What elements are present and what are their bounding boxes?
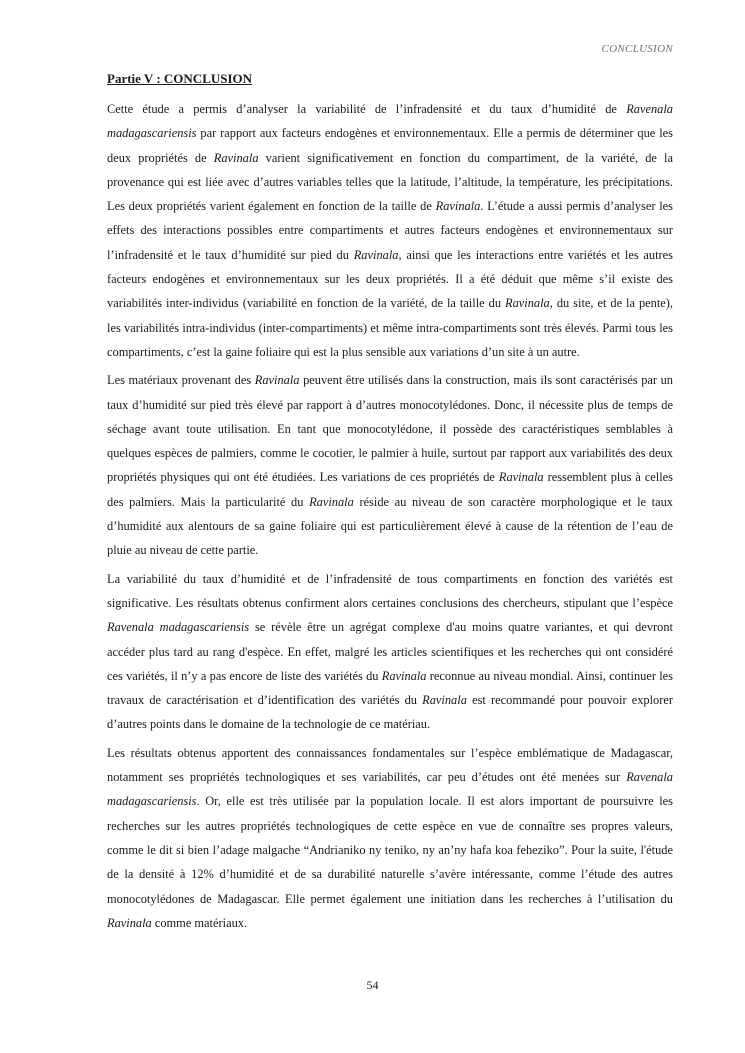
species-name: Ravinala: [254, 373, 300, 388]
text-run: . L’étude a aussi permis d’analyser les effets des interactions possibles entre compartiments et autres facteurs endogènes et environnementaux sur l’infradensité et le taux d’humidité sur pied du: [107, 199, 673, 262]
species-name: Ravinala: [422, 693, 467, 708]
text-run: Cette étude a permis d’analyser la variabilité de l’infradensité et du taux d’humidité de: [107, 102, 627, 116]
paragraph: [107, 567, 673, 737]
paragraph: [107, 741, 673, 935]
text-run: Les matériaux provenant des: [107, 373, 255, 388]
text-run: comme matériaux.: [151, 915, 248, 930]
species-name: Ravinala,: [353, 247, 402, 262]
text-run: ressemblent plus à celles des palmiers. Mais la particularité du: [107, 470, 674, 509]
page-number: 54: [366, 978, 379, 992]
species-name: Ravenala madagascariensis: [107, 620, 250, 635]
species-name: Ravinala: [107, 915, 152, 930]
text-run: reconnue au niveau mondial. Ainsi, continuer les travaux de caractérisation et d’identification des variétés du: [107, 668, 673, 708]
text-run: ainsi que les interactions entre variétés et les autres facteurs endogènes et environnementaux sur les deux propriétés. Il a été déduit que même s’il existe des variabilités inter-individus (variabilité en fonction de la variété, de la taille du: [107, 247, 674, 311]
page-body: [107, 70, 673, 939]
text-run: réside au niveau de son caractère morphologique et le taux d’humidité aux alentours de sa gaine foliaire qui est particulièrement élevé à cause de la rétention de l’eau de pluie au niveau de cette partie.: [107, 494, 673, 558]
text-run: La variabilité du taux d’humidité et de l’infradensité de tous compartiments en fonction des variétés est significative. Les résultats obtenus confirment alors certaines conclusions des chercheurs, stipulant que l’espèce: [107, 571, 673, 610]
text-run: Les résultats obtenus apportent des connaissances fondamentales sur l’espèce emblématique de Madagascar, notamment ses propriétés technologiques et ses variabilités, car peu d’études ont été menées sur: [107, 745, 673, 785]
text-run: , du site, et de la pente), les variabilités intra-individus (inter-compartiments) et même intra-compartiments sont très élevés. Parmi tous les compartiments, c’est la gaine foliaire qui est la plus sensible aux variations d’un site à un autre.: [107, 296, 674, 359]
species-name: Ravinala: [435, 199, 481, 214]
species-name: Ravenala madagascariensis: [107, 102, 673, 141]
text-run: . Or, elle est très utilisée par la population locale. Il est alors important de poursuivre les recherches sur les autres propriétés technologiques de cette espèce en vue de connaître ses propres valeurs, comme le dit si bien l’adage malgache “Andrianiko ny teniko, ny an’ny hafa koa feheziko”. Pour la suite, l'étude de la densité à 12% d’humidité et de sa durabilité naturelle s’avère intéressante, comme l’étude des autres monocotylédones de Madagascar. Elle permet également une initiation dans les recherches à l’utilisation du: [107, 794, 673, 906]
section-title: Partie V : CONCLUSION: [107, 71, 253, 86]
text-run: est recommandé pour pouvoir explorer d’autres points dans le domaine de la technologie de ce matériau.: [107, 693, 674, 732]
species-name: Ravinala: [213, 150, 259, 165]
text-run: varient significativement en fonction du compartiment, de la variété, de la provenance qui est liée avec d’autres variables telles que la latitude, l’altitude, la température, les précipitations. Les deux propriétés varient également en fonction de la taille de: [107, 150, 673, 214]
running-header: CONCLUSION: [601, 43, 673, 55]
species-name: Ravinala: [309, 494, 354, 509]
species-name: Ravenala madagascariensis: [107, 770, 673, 809]
text-run: par rapport aux facteurs endogènes et environnementaux. Elle a permis de déterminer que les deux propriétés de: [107, 126, 673, 165]
paragraph: [107, 368, 673, 562]
paragraph: [107, 97, 673, 364]
text-run: peuvent être utilisés dans la construction, mais ils sont caractérisés par un taux d’humidité sur pied très élevé par rapport à d’autres monocotylédones. Donc, il nécessite plus de temps de séchage avant toute utilisation. En tant que monocotylédone, il possède des caractéristiques semblables à quelques espèces de palmiers, comme le cocotier, le palmier à huile, surtout par rapport aux variabilités des deux propriétés physiques qui ont été étudiées. Les variations de ces propriétés de: [107, 373, 673, 485]
species-name: Ravinala: [498, 470, 544, 485]
paragraphs: [107, 97, 673, 935]
species-name: Ravinala: [505, 296, 550, 311]
species-name: Ravinala: [381, 668, 427, 683]
text-run: se révèle être un agrégat complexe d'au moins quatre variantes, et qui devront accéder plus tard au rang d'espèce. En effet, malgré les articles scientifiques et les recherches qui ont considéré ces variétés, il n’y a pas encore de liste des variétés du: [107, 620, 673, 683]
